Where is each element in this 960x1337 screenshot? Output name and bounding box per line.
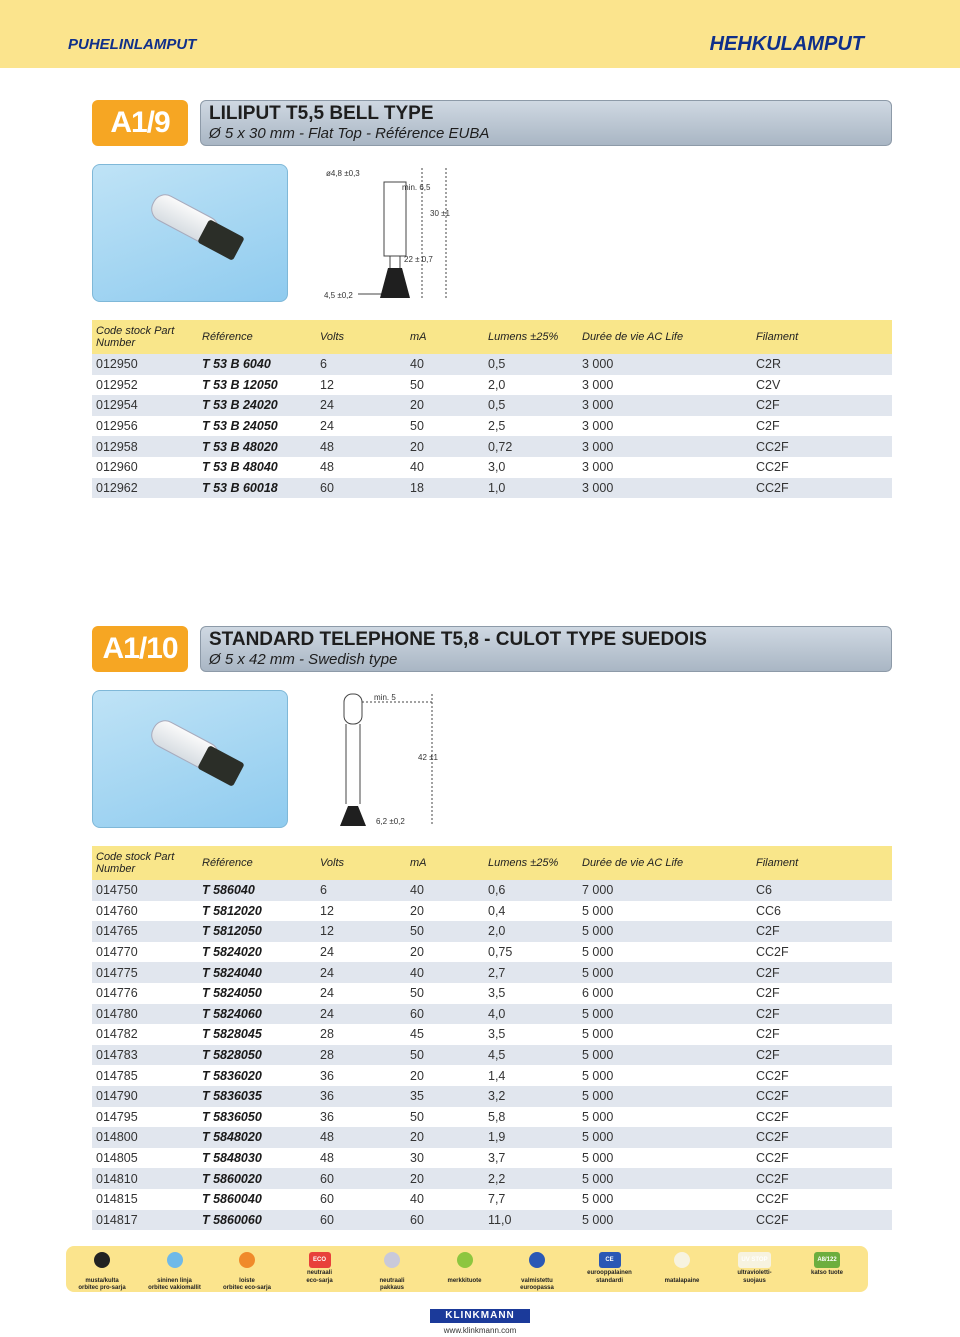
cell-code: 012960 <box>92 457 198 478</box>
table-row <box>92 478 892 499</box>
legend-icon <box>167 1252 183 1268</box>
cell-lumens: 1,4 <box>484 1065 578 1086</box>
col-ma: mA <box>406 846 484 880</box>
cell-life: 3 000 <box>578 457 752 478</box>
cell-lumens: 4,5 <box>484 1045 578 1066</box>
cell-lumens: 2,0 <box>484 921 578 942</box>
cell-lumens: 5,8 <box>484 1107 578 1128</box>
cell-ma: 40 <box>406 457 484 478</box>
legend-item <box>284 1252 356 1285</box>
cell-ma: 20 <box>406 1065 484 1086</box>
table-row <box>92 880 892 901</box>
cell-reference: T 5828045 <box>198 1024 316 1045</box>
cell-life: 3 000 <box>578 416 752 437</box>
dim-min: min. 5 <box>374 693 396 702</box>
dim-min: min. 6,5 <box>402 183 431 192</box>
cell-reference: T 5824040 <box>198 962 316 983</box>
legend-item <box>646 1252 718 1285</box>
legend-item <box>66 1252 138 1293</box>
legend-item <box>356 1252 428 1293</box>
cell-volts: 6 <box>316 354 406 375</box>
table-row <box>92 1107 892 1128</box>
cell-life: 5 000 <box>578 1210 752 1231</box>
legend-item <box>139 1252 211 1293</box>
cell-volts: 36 <box>316 1086 406 1107</box>
legend-icon: A8/122 <box>814 1252 839 1268</box>
cell-lumens: 3,5 <box>484 983 578 1004</box>
cell-code: 014795 <box>92 1107 198 1128</box>
cell-volts: 12 <box>316 921 406 942</box>
legend-label: valmistettu <box>521 1277 553 1284</box>
cell-life: 5 000 <box>578 942 752 963</box>
cell-code: 014775 <box>92 962 198 983</box>
legend-label: sininen linja <box>157 1277 192 1284</box>
cell-life: 3 000 <box>578 354 752 375</box>
cell-ma: 50 <box>406 921 484 942</box>
cell-ma: 20 <box>406 901 484 922</box>
cell-ma: 40 <box>406 962 484 983</box>
cell-code: 012962 <box>92 478 198 499</box>
cell-reference: T 5828050 <box>198 1045 316 1066</box>
cell-ma: 45 <box>406 1024 484 1045</box>
category-left: PUHELINLAMPUT <box>68 36 197 53</box>
cell-filament: CC2F <box>752 436 892 457</box>
cell-volts: 24 <box>316 395 406 416</box>
cell-reference: T 53 B 6040 <box>198 354 316 375</box>
dim-width: 4,5 ±0,2 <box>324 291 353 300</box>
table-row <box>92 1127 892 1148</box>
legend-icon: UV STOP <box>738 1252 770 1268</box>
cell-reference: T 5836050 <box>198 1107 316 1128</box>
cell-filament: C2F <box>752 1004 892 1025</box>
cell-code: 014800 <box>92 1127 198 1148</box>
cell-filament: CC2F <box>752 1168 892 1189</box>
col-ma: mA <box>406 320 484 354</box>
cell-lumens: 2,0 <box>484 375 578 396</box>
table-row <box>92 983 892 1004</box>
legend-label: ultravioletti- <box>737 1270 772 1276</box>
cell-life: 5 000 <box>578 1024 752 1045</box>
dim-diameter: ø4,8 ±0,3 <box>326 169 360 178</box>
table-row <box>92 395 892 416</box>
brand-logo: KLINKMANN <box>430 1309 530 1323</box>
table-row <box>92 921 892 942</box>
cell-lumens: 7,7 <box>484 1189 578 1210</box>
cell-code: 014817 <box>92 1210 198 1231</box>
cell-life: 5 000 <box>578 1148 752 1169</box>
cell-ma: 35 <box>406 1086 484 1107</box>
cell-reference: T 5848020 <box>198 1127 316 1148</box>
product-title: LILIPUT T5,5 BELL TYPE <box>209 103 434 124</box>
legend-label: katso tuote <box>810 1270 843 1276</box>
legend-bar <box>66 1246 868 1292</box>
spec-table-body <box>92 880 892 1230</box>
cell-lumens: 0,5 <box>484 395 578 416</box>
col-lumens: Lumens ±25% <box>484 846 578 880</box>
cell-lumens: 3,5 <box>484 1024 578 1045</box>
cell-life: 3 000 <box>578 395 752 416</box>
table-row <box>92 1086 892 1107</box>
cell-volts: 24 <box>316 942 406 963</box>
cell-ma: 20 <box>406 1127 484 1148</box>
cell-lumens: 2,7 <box>484 962 578 983</box>
cell-ma: 20 <box>406 942 484 963</box>
cell-filament: CC2F <box>752 1210 892 1231</box>
cell-code: 014776 <box>92 983 198 1004</box>
legend-sublabel: orbitec pro-sarja <box>78 1285 126 1291</box>
cell-ma: 50 <box>406 1045 484 1066</box>
cell-filament: C2F <box>752 1045 892 1066</box>
col-life: Durée de vie AC Life <box>578 320 752 354</box>
legend-label: neutraali <box>306 1270 332 1276</box>
cell-volts: 6 <box>316 880 406 901</box>
col-reference: Référence <box>198 320 316 354</box>
legend-label: loiste <box>239 1277 255 1284</box>
cell-volts: 60 <box>316 1189 406 1210</box>
cell-life: 5 000 <box>578 1045 752 1066</box>
cell-lumens: 2,5 <box>484 416 578 437</box>
cell-reference: T 5824020 <box>198 942 316 963</box>
cell-life: 5 000 <box>578 1004 752 1025</box>
table-row <box>92 1210 892 1231</box>
cell-volts: 60 <box>316 1210 406 1231</box>
cell-filament: CC2F <box>752 942 892 963</box>
table-header-row <box>92 320 892 354</box>
base-shape <box>380 268 410 298</box>
cell-reference: T 5836035 <box>198 1086 316 1107</box>
dim-length: 42 ±1 <box>418 753 438 762</box>
product-photo <box>92 164 288 302</box>
cell-filament: CC2F <box>752 1107 892 1128</box>
cell-lumens: 0,75 <box>484 942 578 963</box>
table-row <box>92 436 892 457</box>
legend-label: eurooppalainen <box>587 1270 632 1276</box>
legend-sublabel: eco-sarja <box>306 1277 333 1284</box>
product-badge: A1/9 <box>92 100 188 146</box>
col-filament: Filament <box>752 846 892 880</box>
cell-code: 012954 <box>92 395 198 416</box>
cell-ma: 40 <box>406 354 484 375</box>
cell-code: 012956 <box>92 416 198 437</box>
table-row <box>92 416 892 437</box>
legend-sublabel: orbitec eco-sarja <box>222 1285 272 1291</box>
col-reference: Référence <box>198 846 316 880</box>
cell-code: 012958 <box>92 436 198 457</box>
cell-code: 012952 <box>92 375 198 396</box>
table-row <box>92 457 892 478</box>
col-life: Durée de vie AC Life <box>578 846 752 880</box>
cell-volts: 12 <box>316 375 406 396</box>
table-row <box>92 1004 892 1025</box>
category-right: HEHKULAMPUT <box>709 33 864 55</box>
cell-ma: 20 <box>406 395 484 416</box>
cell-lumens: 11,0 <box>484 1210 578 1231</box>
title-box <box>200 626 892 672</box>
cell-reference: T 53 B 24020 <box>198 395 316 416</box>
cell-code: 014805 <box>92 1148 198 1169</box>
legend-label: merkkituote <box>447 1277 482 1284</box>
cell-life: 5 000 <box>578 1189 752 1210</box>
cell-reference: T 5812020 <box>198 901 316 922</box>
cell-reference: T 53 B 60018 <box>198 478 316 499</box>
cell-life: 5 000 <box>578 901 752 922</box>
cell-lumens: 4,0 <box>484 1004 578 1025</box>
col-code: Code stock Part Number <box>92 320 198 354</box>
cell-reference: T 53 B 48020 <box>198 436 316 457</box>
table-row <box>92 1024 892 1045</box>
cell-filament: C2V <box>752 375 892 396</box>
cell-filament: C2R <box>752 354 892 375</box>
legend-sublabel: euroopassa <box>520 1285 554 1291</box>
cell-life: 7 000 <box>578 880 752 901</box>
cell-volts: 24 <box>316 983 406 1004</box>
page-header <box>0 0 960 68</box>
cell-life: 5 000 <box>578 1127 752 1148</box>
cell-filament: C2F <box>752 1024 892 1045</box>
table-header-row <box>92 846 892 880</box>
cell-ma: 40 <box>406 1189 484 1210</box>
cell-code: 014780 <box>92 1004 198 1025</box>
cell-ma: 40 <box>406 880 484 901</box>
cell-reference: T 5812050 <box>198 921 316 942</box>
spec-table <box>92 320 892 498</box>
product-badge: A1/10 <box>92 626 188 672</box>
cell-volts: 28 <box>316 1045 406 1066</box>
table-row <box>92 942 892 963</box>
dim-base: 22 ± 0,7 <box>404 255 433 264</box>
cell-filament: C6 <box>752 880 892 901</box>
cell-reference: T 5824050 <box>198 983 316 1004</box>
legend-sublabel: standardi <box>595 1277 623 1284</box>
cell-reference: T 5860040 <box>198 1189 316 1210</box>
cell-code: 014815 <box>92 1189 198 1210</box>
cell-lumens: 0,5 <box>484 354 578 375</box>
cell-lumens: 0,72 <box>484 436 578 457</box>
legend-item <box>429 1252 501 1285</box>
cell-lumens: 3,2 <box>484 1086 578 1107</box>
col-volts: Volts <box>316 320 406 354</box>
legend-item <box>574 1252 646 1285</box>
legend-icon: CE <box>599 1252 621 1268</box>
cell-filament: CC2F <box>752 1127 892 1148</box>
legend-item <box>791 1252 863 1278</box>
legend-icon <box>457 1252 473 1268</box>
cell-filament: CC2F <box>752 1065 892 1086</box>
cell-life: 5 000 <box>578 1107 752 1128</box>
col-volts: Volts <box>316 846 406 880</box>
cell-reference: T 5860060 <box>198 1210 316 1231</box>
col-lumens: Lumens ±25% <box>484 320 578 354</box>
cell-lumens: 1,9 <box>484 1127 578 1148</box>
cell-filament: CC6 <box>752 901 892 922</box>
table-row <box>92 1045 892 1066</box>
cell-life: 5 000 <box>578 1168 752 1189</box>
product-subtitle: Ø 5 x 30 mm - Flat Top - Référence EUBA <box>209 125 490 142</box>
website-url: www.klinkmann.com <box>443 1326 517 1335</box>
legend-icon: ECO <box>309 1252 331 1268</box>
cell-life: 5 000 <box>578 962 752 983</box>
legend-item <box>501 1252 573 1293</box>
cell-filament: CC2F <box>752 1189 892 1210</box>
cell-volts: 36 <box>316 1065 406 1086</box>
cell-life: 3 000 <box>578 436 752 457</box>
dimension-drawing <box>318 164 498 304</box>
cell-lumens: 1,0 <box>484 478 578 499</box>
cell-filament: CC2F <box>752 478 892 499</box>
cell-ma: 20 <box>406 436 484 457</box>
cell-ma: 50 <box>406 375 484 396</box>
table-row <box>92 1065 892 1086</box>
dim-length: 30 ±1 <box>430 209 450 218</box>
legend-icon <box>94 1252 110 1268</box>
cell-reference: T 5860020 <box>198 1168 316 1189</box>
cell-volts: 48 <box>316 1127 406 1148</box>
legend-sublabel: suojaus <box>743 1277 766 1284</box>
cell-volts: 24 <box>316 416 406 437</box>
cell-reference: T 5848030 <box>198 1148 316 1169</box>
cell-code: 014783 <box>92 1045 198 1066</box>
base-shape <box>340 806 366 826</box>
cell-life: 3 000 <box>578 375 752 396</box>
cell-volts: 48 <box>316 457 406 478</box>
cell-filament: C2F <box>752 416 892 437</box>
dimension-drawing <box>318 690 498 832</box>
cell-reference: T 53 B 24050 <box>198 416 316 437</box>
cell-volts: 24 <box>316 1004 406 1025</box>
cell-code: 014782 <box>92 1024 198 1045</box>
cell-ma: 18 <box>406 478 484 499</box>
cell-filament: C2F <box>752 962 892 983</box>
col-code: Code stock Part Number <box>92 846 198 880</box>
cell-life: 5 000 <box>578 1065 752 1086</box>
col-filament: Filament <box>752 320 892 354</box>
title-box <box>200 100 892 146</box>
table-row <box>92 901 892 922</box>
legend-sublabel: pakkaus <box>379 1285 404 1291</box>
cell-volts: 36 <box>316 1107 406 1128</box>
legend-label: neutraali <box>379 1277 405 1284</box>
legend-icon <box>674 1252 690 1268</box>
cell-volts: 24 <box>316 962 406 983</box>
legend-icon <box>239 1252 255 1268</box>
legend-icon <box>529 1252 545 1268</box>
table-row <box>92 1148 892 1169</box>
table-row <box>92 354 892 375</box>
cell-filament: C2F <box>752 921 892 942</box>
spec-table <box>92 846 892 1230</box>
dim-width: 6,2 ±0,2 <box>376 817 405 826</box>
section-header <box>92 100 892 148</box>
cell-volts: 28 <box>316 1024 406 1045</box>
product-photo <box>92 690 288 828</box>
legend-label: musta/kulta <box>85 1277 119 1284</box>
cell-life: 6 000 <box>578 983 752 1004</box>
cell-code: 014770 <box>92 942 198 963</box>
cell-lumens: 3,7 <box>484 1148 578 1169</box>
cell-volts: 48 <box>316 436 406 457</box>
table-row <box>92 375 892 396</box>
product-title: STANDARD TELEPHONE T5,8 - CULOT TYPE SUEDOIS <box>209 629 707 650</box>
cell-reference: T 53 B 48040 <box>198 457 316 478</box>
legend-item <box>719 1252 791 1285</box>
cell-life: 5 000 <box>578 1086 752 1107</box>
cell-ma: 20 <box>406 1168 484 1189</box>
cell-ma: 50 <box>406 1107 484 1128</box>
cell-volts: 60 <box>316 478 406 499</box>
cell-code: 014760 <box>92 901 198 922</box>
cell-ma: 30 <box>406 1148 484 1169</box>
product-subtitle: Ø 5 x 42 mm - Swedish type <box>209 651 398 668</box>
cell-ma: 60 <box>406 1004 484 1025</box>
cell-ma: 50 <box>406 983 484 1004</box>
cell-lumens: 3,0 <box>484 457 578 478</box>
cell-filament: CC2F <box>752 1148 892 1169</box>
cell-life: 5 000 <box>578 921 752 942</box>
cell-lumens: 0,4 <box>484 901 578 922</box>
cell-filament: CC2F <box>752 1086 892 1107</box>
cell-code: 014790 <box>92 1086 198 1107</box>
cell-ma: 50 <box>406 416 484 437</box>
legend-sublabel: orbitec vakiomallit <box>148 1285 201 1291</box>
cell-filament: C2F <box>752 983 892 1004</box>
cell-lumens: 0,6 <box>484 880 578 901</box>
cell-reference: T 53 B 12050 <box>198 375 316 396</box>
cell-code: 014765 <box>92 921 198 942</box>
cell-code: 012950 <box>92 354 198 375</box>
spec-table-body <box>92 354 892 498</box>
legend-icon <box>384 1252 400 1268</box>
cell-volts: 60 <box>316 1168 406 1189</box>
cell-filament: CC2F <box>752 457 892 478</box>
cell-reference: T 5824060 <box>198 1004 316 1025</box>
table-row <box>92 1189 892 1210</box>
legend-label: matalapaine <box>664 1277 700 1284</box>
cell-volts: 48 <box>316 1148 406 1169</box>
cell-volts: 12 <box>316 901 406 922</box>
cell-filament: C2F <box>752 395 892 416</box>
table-row <box>92 962 892 983</box>
cell-code: 014810 <box>92 1168 198 1189</box>
section-header <box>92 626 892 674</box>
cell-ma: 60 <box>406 1210 484 1231</box>
cell-code: 014750 <box>92 880 198 901</box>
table-row <box>92 1168 892 1189</box>
cell-lumens: 2,2 <box>484 1168 578 1189</box>
cell-reference: T 5836020 <box>198 1065 316 1086</box>
cell-life: 3 000 <box>578 478 752 499</box>
cell-code: 014785 <box>92 1065 198 1086</box>
legend-item <box>211 1252 283 1293</box>
cell-reference: T 586040 <box>198 880 316 901</box>
